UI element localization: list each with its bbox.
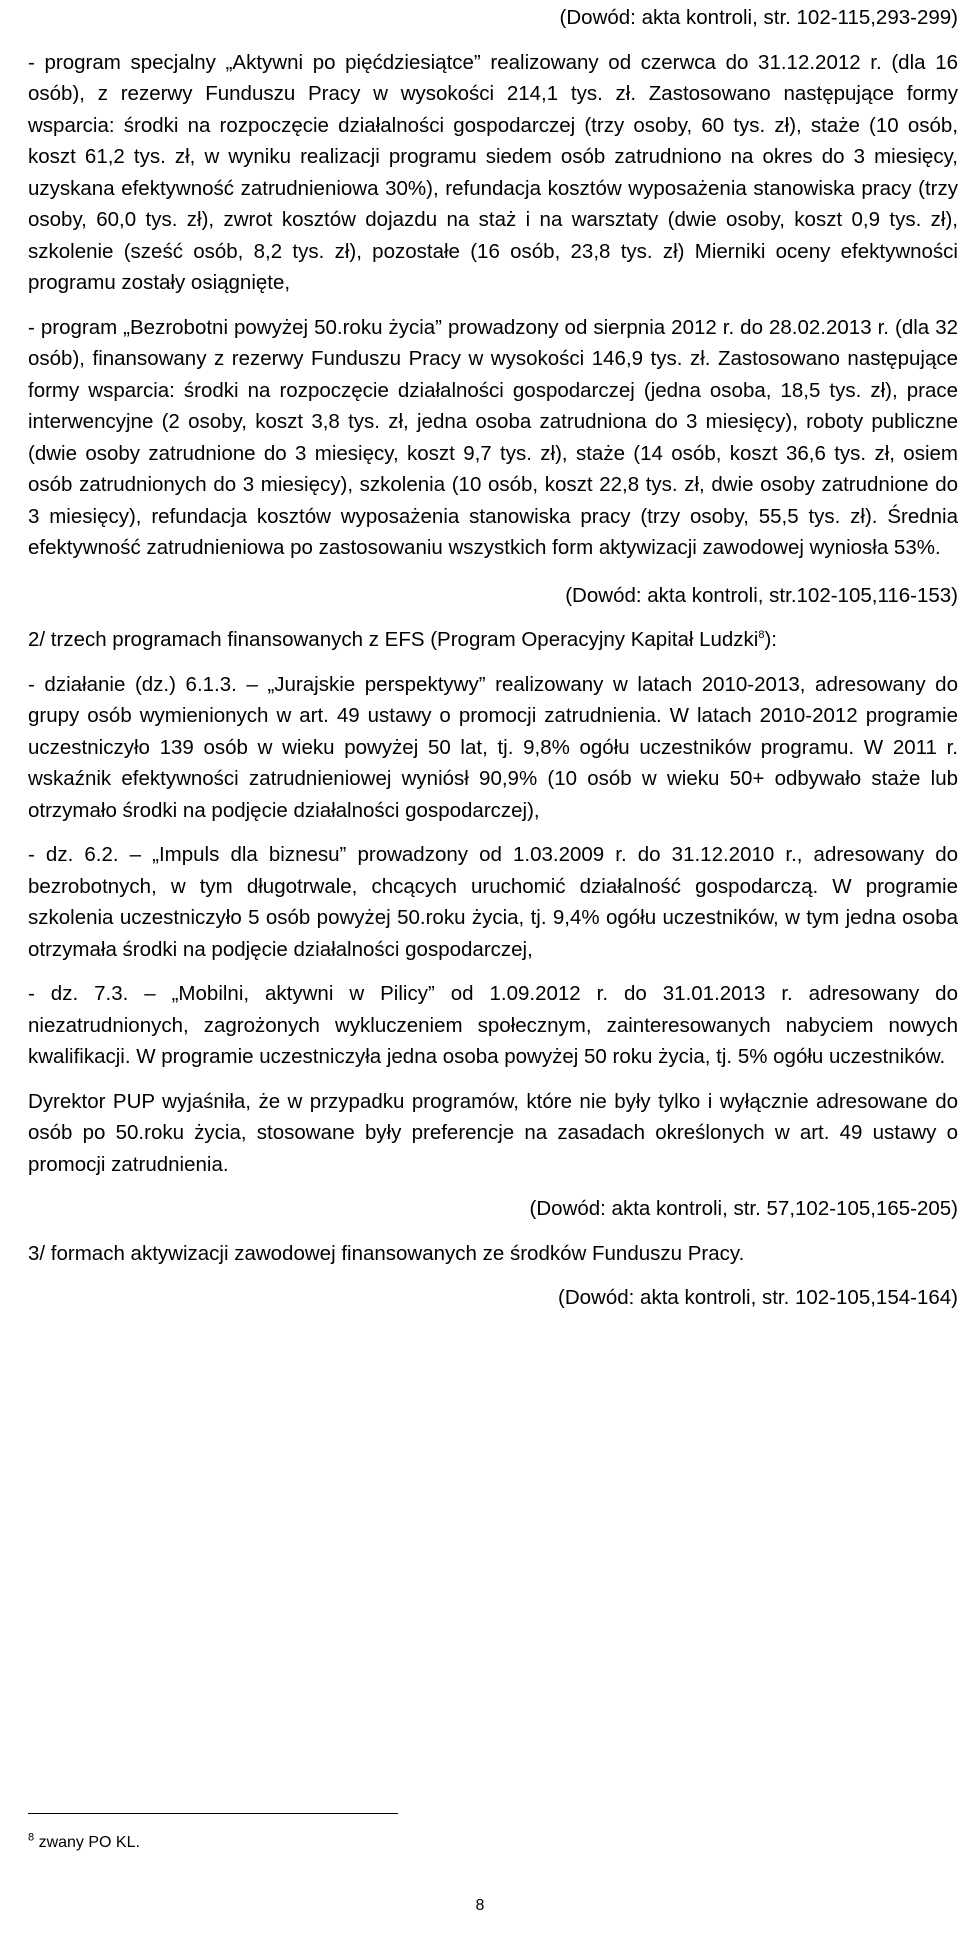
document-page	[28, 0, 958, 1314]
proof-reference: (Dowód: akta kontroli, str.102-105,116-153)	[565, 583, 958, 607]
paragraph-dz-62: - dz. 6.2. – „Impuls dla biznesu” prowadzony od 1.03.2009 r. do 31.12.2010 r., adresowany do bezrobotnych, w tym długotrwale, chcących uruchomić działalność gospodarczą. W programie szkolenia uczestniczyło 5 osób powyżej 50.roku życia, tj. 9,4% ogółu uczestników, w tym jedna osoba otrzymała środki na podjęcie działalności gospodarczej,	[28, 843, 958, 961]
paragraph-program-aktywni: - program specjalny „Aktywni po pięćdziesiątce” realizowany od czerwca do 31.12.2012 r. (dla 16 osób), z rezerwy Funduszu Pracy w wysokości 214,1 tys. zł. Zastosowano następujące formy wsparcia: środki na rozpoczęcie działalności gospodarczej (trzy osoby, 60 tys. zł), staże (10 osób, koszt 61,2 tys. zł, w wyniku realizacji programu siedem osób zatrudniono na okres do 3 miesięcy, uzyskana efektywność zatrudnieniowa 30%), refundacja kosztów wyposażenia stanowiska pracy (trzy osoby, 60,0 tys. zł), zwrot kosztów dojazdu na staż i na warsztaty (dwie osoby, koszt 0,9 tys. zł), szkolenie (sześć osób, 8,2 tys. zł), pozostałe (16 osób, 23,8 tys. zł) Mierniki oceny efektywności programu zostały osiągnięte,	[28, 50, 958, 294]
efs-intro-end: ):	[764, 628, 778, 651]
paragraph-program-bezrobotni: - program „Bezrobotni powyżej 50.roku życia” prowadzony od sierpnia 2012 r. do 28.02.2013 r. (dla 32 osób), finansowany z rezerwy Funduszu Pracy w wysokości 146,9 tys. zł. Zastosowano następujące formy wsparcia: środki na rozpoczęcie działalności gospodarczej (jedna osoba, 18,5 tys. zł), prace interwencyjne (2 osoby, koszt 3,8 tys. zł, jedna osoba zatrudniona do 3 miesięcy), roboty publiczne (dwie osoby zatrudnione do 3 miesięcy, koszt 9,7 tys. zł), staże (14 osób, koszt 36,6 tys. zł, osiem osób zatrudnionych do 3 miesięcy), szkolenia (10 osób, koszt 22,8 tys. zł, dwie osoby zatrudnione do 3 miesięcy), refundacja kosztów wyposażenia stanowiska pracy (trzy osoby, 55,5 tys. zł). Średnia efektywność zatrudnieniowa po zastosowaniu wszystkich form aktywizacji zawodowej wyniosła 53%.	[28, 315, 958, 559]
proof-reference: (Dowód: akta kontroli, str. 57,102-105,165-205)	[529, 1197, 958, 1220]
page-number: 8	[475, 1897, 485, 1914]
footnote-marker: 8	[28, 1831, 35, 1844]
footnote	[28, 1833, 140, 1853]
proof-reference: (Dowód: akta kontroli, str. 102-115,293-299)	[559, 6, 958, 29]
footnote-reference: 8	[758, 629, 765, 642]
paragraph-dyrektor: Dyrektor PUP wyjaśniła, że w przypadku programów, które nie były tylko i wyłącznie adresowane do osób po 50.roku życia, stosowane były preferencje na zasadach określonych w art. 49 ustawy o promocji zatrudnienia.	[28, 1089, 958, 1176]
proof-reference: (Dowód: akta kontroli, str. 102-105,154-164)	[558, 1286, 958, 1309]
footnote-divider	[28, 1813, 398, 1814]
paragraph-dz-73: - dz. 7.3. – „Mobilni, aktywni w Pilicy” od 1.09.2012 r. do 31.01.2013 r. adresowany do niezatrudnionych, zagrożonych wykluczeniem społecznym, zainteresowanych nabyciem nowych kwalifikacji. W programie uczestniczyła jedna osoba powyżej 50 roku życia, tj. 5% ogółu uczestników.	[28, 982, 958, 1068]
paragraph-dz-613: - działanie (dz.) 6.1.3. – „Jurajskie perspektywy” realizowany w latach 2010-2013, adresowany do grupy osób wymienionych w art. 49 ustawy o promocji zatrudnienia. W latach 2010-2012 programie uczestniczyło 139 osób w wieku powyżej 50 lat, tj. 9,8% ogółu uczestników programu. W 2011 r. wskaźnik efektywności zatrudnieniowej wyniósł 90,9% (10 osób w wieku 50+ odbywało staże lub otrzymało środki na podjęcie działalności gospodarczej),	[28, 672, 958, 822]
paragraph-efs-intro	[28, 624, 958, 656]
paragraph-fp-intro: 3/ formach aktywizacji zawodowej finansowanych ze środków Funduszu Pracy.	[28, 1241, 745, 1265]
efs-intro-text: 2/ trzech programach finansowanych z EFS (Program Operacyjny Kapitał Ludzki	[28, 628, 759, 651]
footnote-text: zwany PO KL.	[34, 1834, 140, 1851]
